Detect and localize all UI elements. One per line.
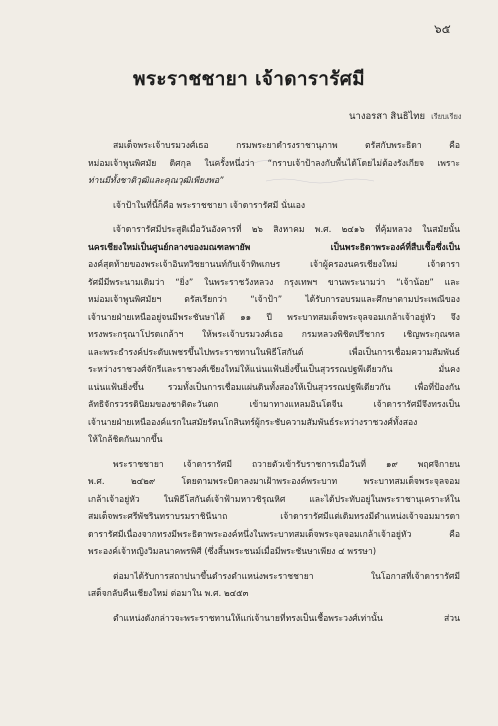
paragraph-3-line-5: หม่อมเจ้าพูนพิศมัยฯ ตรัสเรียกว่า “เจ้าป้า” ได้รับการอบรมและศึกษาตามประเพณีของ <box>88 295 460 305</box>
author-role: เรียบเรียง <box>431 112 462 121</box>
author-name: นางอรสา สินธิไทย <box>349 111 426 122</box>
paragraph-4 <box>88 457 460 562</box>
paragraph-3-line-2: นครเชียงใหม่เป็นศูนย์กลางของมณฑลพายัพ เป็นพระธิดาพระองค์ที่สืบเชื้อซึ่งเป็น <box>88 242 460 253</box>
article-body <box>88 138 460 635</box>
paragraph-2-line-1: เจ้าป้าในที่นี้ก็คือ พระราชชายา เจ้าดารารัศมี นั่นเอง <box>113 200 306 211</box>
paragraph-3-line-10: แน่นแฟ้นยิ่งขึ้น รวมทั้งเป็นการเชื่อมแผ่นดินทั้งสองให้เป็นสุวรรณปฐพีเดียวกัน เพื่อที่ป้องกัน <box>88 382 460 393</box>
paragraph-3-line-12: เจ้านายฝ่ายเหนือองค์แรกในสมัยรัตนโกสินทร์ผู้กระชับความสัมพันธ์ระหว่างราชวงศ์ทั้งสอง <box>88 417 418 428</box>
paragraph-2 <box>88 198 460 216</box>
paragraph-3 <box>88 222 460 450</box>
author-line <box>349 109 462 124</box>
paragraph-5-line-2: เสด็จกลับคืนเชียงใหม่ ต่อมาใน พ.ศ. ๒๔๕๓ <box>88 589 249 599</box>
paragraph-3-line-11: ลัทธิจักรวรรดินิยมของชาติตะวันตก เข้ามาทางแหลมอินโดจีน เจ้าดารารัศมีจึงทรงเป็น <box>88 400 460 410</box>
paragraph-3-line-8: และพระธำรงค์ประดับเพชรขึ้นไปพระราชทานในพิธีโสกันต์ เพื่อเป็นการเชื่อมความสัมพันธ์ <box>88 347 460 358</box>
paragraph-1-line-2: หม่อมเจ้าพูนพิศมัย ดิศกุล ในครั้งหนึ่งว่า “กราบเจ้าป้าลงกับพื้นได้โดยไม่ต้องรังเกียจ เพราะ <box>88 158 460 169</box>
paragraph-4-line-3: เกล้าเจ้าอยู่หัว ในพิธีโสกันต์เจ้าฟ้ามหาวชิรุณหิศ และได้ประทับอยู่ในพระราชานุเคราะห์ใน <box>88 494 460 505</box>
page-title: พระราชชายา เจ้าดารารัศมี <box>133 68 365 90</box>
paragraph-3-line-9: ระหว่างราชวงศ์จักรีและราชวงศ์เชียงใหม่ให้แน่นแฟ้นยิ่งขึ้นเป็นสุวรรณปฐพีเดียวกัน มั่นคง <box>88 365 460 375</box>
page-number: ๖๕ <box>434 22 451 36</box>
paragraph-1 <box>88 138 460 191</box>
paragraph-3-line-1: เจ้าดารารัศมีประสูติเมื่อวันอังคารที่ ๒๖ สิงหาคม พ.ศ. ๒๔๑๖ ที่คุ้มหลวง ในสมัยนั้น <box>113 225 460 235</box>
paragraph-4-line-4: สมเด็จพระศรีพัชรินทราบรมราชินีนาถ เจ้าดารารัศมีแต่เดิมทรงมีตำแหน่งเจ้าจอมมารดา <box>88 512 460 522</box>
paragraph-3-line-6: เจ้านายฝ่ายเหนืออยู่จนมีพระชันษาได้ ๑๑ ปี พระบาทสมเด็จพระจุลจอมเกล้าเจ้าอยู่หัว จึง <box>88 312 460 323</box>
paragraph-5-line-1: ต่อมาได้รับการสถาปนาขึ้นดำรงตำแหน่งพระราชชายา ในโอกาสที่เจ้าดารารัศมี <box>113 571 460 582</box>
paragraph-4-line-2: พ.ศ. ๒๔๒๙ โดยตามพระบิดาลงมาเฝ้าพระองค์พระบาท พระบาทสมเด็จพระจุลจอม <box>88 477 460 487</box>
paragraph-3-line-4: รัศมีมีพระนามเดิมว่า “ยิ่ง” ในพระราชวังหลวง กรุงเทพฯ ขานพระนามว่า “เจ้าน้อย” และ <box>88 277 460 288</box>
paragraph-1-line-3: ท่านมีทั้งชาติวุฒิและคุณวุฒิเพียงพอ” <box>88 176 224 186</box>
paragraph-3-line-13: ให้ใกล้ชิดกันมากขึ้น <box>88 435 163 445</box>
paragraph-3-line-3: องค์สุดท้ายของพระเจ้าอินทวิชยานนท์กับเจ้าทิพเกษร เจ้าผู้ครองนครเชียงใหม่ เจ้าดารา <box>88 260 460 270</box>
paragraph-3-line-7: ทรงพระกรุณาโปรดเกล้าฯ ให้พระเจ้าบรมวงศ์เธอ กรมหลวงพิชิตปรีชากร เชิญพระกุณฑล <box>88 330 460 340</box>
paragraph-6-line-1: ตำแหน่งดังกล่าวจะพระราชทานให้แก่เจ้านายที่ทรงเป็นเชื้อพระวงศ์เท่านั้น ส่วน <box>113 613 460 624</box>
paragraph-1-line-1: สมเด็จพระเจ้าบรมวงศ์เธอ กรมพระยาดำรงราชานุภาพ ตรัสกับพระธิดา คือ <box>113 141 460 151</box>
paragraph-4-line-5: ดารารัศมีเนื่องจากทรงมีพระธิดาพระองค์หนึ่งในพระบาทสมเด็จพระจุลจอมเกล้าเจ้าอยู่หัว คือ <box>88 529 460 540</box>
paragraph-4-line-6: พระองค์เจ้าหญิงวิมลนาคพรพิศี (ซึ่งสิ้นพระชนม์เมื่อมีพระชันษาเพียง ๔ พรรษา) <box>88 547 377 557</box>
paragraph-6 <box>88 611 460 629</box>
paragraph-4-line-1: พระราชชายา เจ้าดารารัศมี ถวายตัวเข้ารับราชการเมื่อวันที่ ๑๙ พฤศจิกายน <box>113 459 460 470</box>
paragraph-5 <box>88 569 460 604</box>
